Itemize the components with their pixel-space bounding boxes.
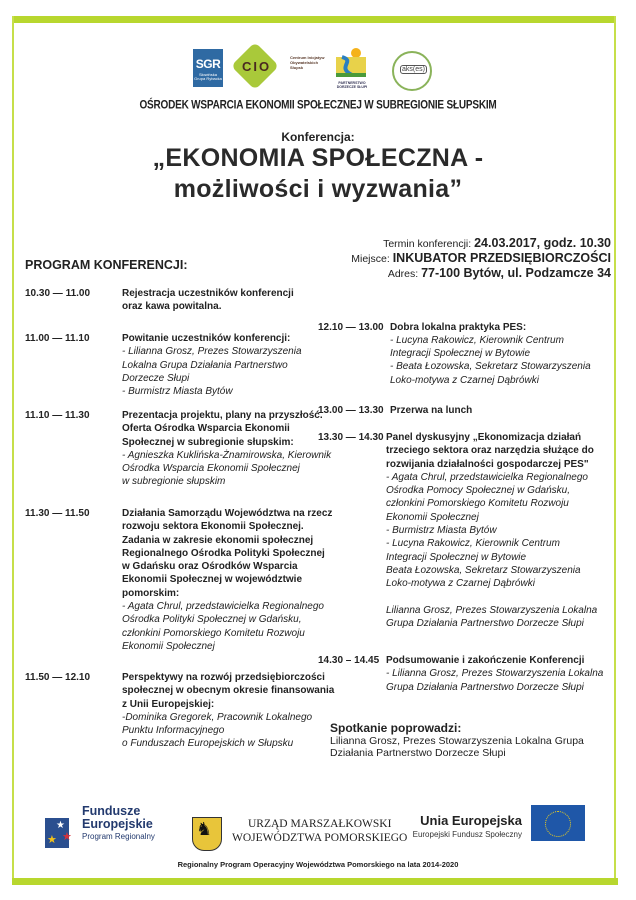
item-title: Regionalnego Ośrodka Polityki Społecznej [122,547,325,559]
item-title: Dobra lokalna praktyka PES: [390,322,527,333]
item-speaker: - Lucyna Rakowicz, Kierownik Centrum [390,335,564,347]
item-time: 13.30 — 14.30 [318,432,384,443]
item-speaker: Integracji Społecznej w Bytowie [390,348,531,359]
item-speaker: Grupa Działania Partnerstwo Dorzecze Słupi [386,617,584,629]
moderator-line: Lilianna Grosz, Prezes Stowarzyszenia Lokalna Grupa [330,734,584,747]
cio-logo-text: CIO [242,59,272,74]
item-speaker: członkini Pomorskiego Komitetu Rozwoju [386,498,569,510]
item-title: Rejestracja uczestników konferencji [122,288,294,299]
item-speaker: o Funduszach Europejskich w Słupsku [122,738,294,750]
sgr-logo-caption: Słowińska Grupa Rybacka [194,72,222,81]
item-speaker: Loko-motywa z Czarnej Dąbrówki [390,374,539,386]
event-place: Miejsce: INKUBATOR PRZEDSIĘBIORCZOŚCI [351,251,611,265]
item-speaker: Ekonomii Społecznej [122,640,215,652]
item-speaker: - Beata Łozowska, Sekretarz Stowarzyszenia [390,361,591,373]
item-title: Panel dyskusyjny „Ekonomizacja działań [386,432,582,443]
item-title: Działania Samorządu Województwa na rzecz [122,508,333,519]
fundusze-europejskie-text [82,805,153,831]
item-speaker: - Burmistrz Miasta Bytów [122,386,233,398]
item-title: Powitanie uczestników konferencji: [122,333,291,344]
urzad-marszalkowski-text [232,817,407,845]
frame-bottom-border [12,878,618,885]
um-line: WOJEWÓDZTWA POMORSKIEGO [232,832,408,844]
item-title: społecznej w obecnym okresie finansowania [122,685,335,697]
griffin-icon: ♞ [196,819,213,839]
fe-line: Fundusze [82,804,141,818]
item-title: Oferta Ośrodka Wsparcia Ekonomii [122,423,290,435]
program-regionalny-text: Program Regionalny [82,832,155,841]
item-title: Podsumowanie i zakończenie Konferencji [386,655,585,666]
item-speaker: Loko-motywa z Czarnej Dąbrówki [386,578,535,590]
sgr-logo-text: SGR [195,57,221,71]
item-speaker: Integracji Społecznej w Bytowie [386,551,527,563]
item-speaker: Dorzecze Słupi [122,372,190,384]
item-title: pomorskim: [122,587,180,599]
item-title: Perspektywy na rozwój przedsiębiorczości [122,672,325,683]
item-time: 11.00 — 11.10 [25,333,90,344]
unia-europejska-title: Unia Europejska [420,813,522,828]
item-title: rozwoju sektora Ekonomii Społecznej. [122,521,304,533]
item-speaker: - Agnieszka Kuklińska-Żnamirowska, Kierownik [122,449,332,461]
item-time: 14.30 – 14.45 [318,655,380,666]
event-address: Adres: 77-100 Bytów, ul. Podzamcze 34 [387,266,611,280]
item-speaker: Ekonomii Społecznej [386,511,479,523]
moderator-block [330,722,584,760]
item-time: 11.50 — 12.10 [25,672,91,683]
page-title-line-2: możliwości i wyzwania” [173,175,463,203]
item-time: 12.10 — 13.00 [318,322,384,333]
item-title: Przerwa na lunch [390,405,473,416]
partnerstwo-logo-icon [336,47,366,77]
item-speaker: -Dominika Gregorek, Pracownik Lokalnego [122,711,313,723]
item-speaker: - Agata Chrul, przedstawicielka Regionalnego [122,601,324,613]
red-star-icon: ★ [62,831,72,843]
item-time: 11.10 — 11.30 [25,410,90,421]
um-line: URZĄD MARSZAŁKOWSKI [247,818,392,830]
item-speaker: Beata Łozowska, Sekretarz Stowarzyszenia [386,564,581,576]
footer-program-line: Regionalny Program Operacyjny Województwa Pomorskiego na lata 2014-2020 [177,860,459,869]
item-time: 10.30 — 11.00 [25,288,91,299]
item-title: Społecznej w subregionie słupskim: [122,436,294,448]
item-title: Ekonomii Społecznej w województwie [122,574,303,586]
event-date: Termin konferencji: 24.03.2017, godz. 10.30 [383,236,611,250]
frame-top-border [12,16,616,23]
efs-subtitle: Europejski Fundusz Społeczny [412,830,522,839]
page-title-line-1: „EKONOMIA SPOŁECZNA - [152,144,484,172]
item-speaker: Lilianna Grosz, Prezes Stowarzyszenia Lokalna [386,604,598,616]
moderator-line: Działania Partnerstwo Dorzecze Słupi [330,747,506,759]
item-speaker: - Burmistrz Miasta Bytów [386,525,497,537]
program-heading: PROGRAM KONFERENCJI: [25,258,188,272]
item-speaker: - Agata Chrul, przedstawicielka Regionalnego [386,471,588,483]
eu-stars-circle-icon [545,811,571,837]
item-title: rozwijania działalności gospodarczej PES" [386,458,589,470]
item-speaker: - Lucyna Rakowicz, Kierownik Centrum [386,538,560,550]
item-title: z Unii Europejskiej: [122,698,215,710]
item-speaker: Ośrodka Pomocy Społecznej w Gdańsku, [386,485,570,497]
item-time: 11.30 — 11.50 [25,508,90,519]
partner-logos [0,45,636,97]
item-title: Prezentacja projektu, plany na przyszłość. [122,410,323,421]
yellow-star-icon: ★ [47,834,57,846]
item-speaker: Ośrodka Polityki Społecznej w Gdańsku, [122,614,302,626]
moderator-heading: Spotkanie poprowadzi: [330,721,462,735]
partnerstwo-logo-caption: PARTNERSTWO DORZECZE SŁUPI [336,81,368,89]
organization-name: OŚRODEK WSPARCIA EKONOMII SPOŁECZNEJ W SUBREGIONIE SŁUPSKIM [139,99,497,112]
akses-logo-text: aks(es) [402,66,425,73]
item-speaker: Grupa Działania Partnerstwo Dorzecze Słupi [386,681,584,693]
item-title: trzeciego sektora oraz narzędzia służące do [386,445,594,457]
white-star-icon: ★ [56,820,65,831]
item-speaker: - Lilianna Grosz, Prezes Stowarzyszenia Lokalna [386,668,604,680]
item-title: w Gdańsku oraz Ośrodków Wsparcia [122,561,298,573]
item-speaker: Lokalna Grupa Działania Partnerstwo [122,359,288,371]
item-speaker: w subregionie słupskim [122,476,226,488]
event-info [351,236,611,281]
item-speaker: Punktu Informacyjnego [122,725,225,737]
item-time: 13.00 — 13.30 [318,405,384,416]
item-title: oraz kawa powitalna. [122,301,222,313]
item-speaker: - Lilianna Grosz, Prezes Stowarzyszenia [122,346,302,358]
item-speaker: Ośrodka Wsparcia Ekonomii Społecznej [122,463,300,475]
spacer [386,591,597,604]
cio-logo-caption: Centrum Inicjatyw Obywatelskich Słupsk [290,55,325,70]
item-title: Zadania w zakresie ekonomii społecznej [122,534,314,546]
conference-label: Konferencja: [281,130,355,144]
sgr-logo-icon [193,49,223,87]
fe-line: Europejskie [82,817,153,831]
item-speaker: członkini Pomorskiego Komitetu Rozwoju [122,627,305,639]
